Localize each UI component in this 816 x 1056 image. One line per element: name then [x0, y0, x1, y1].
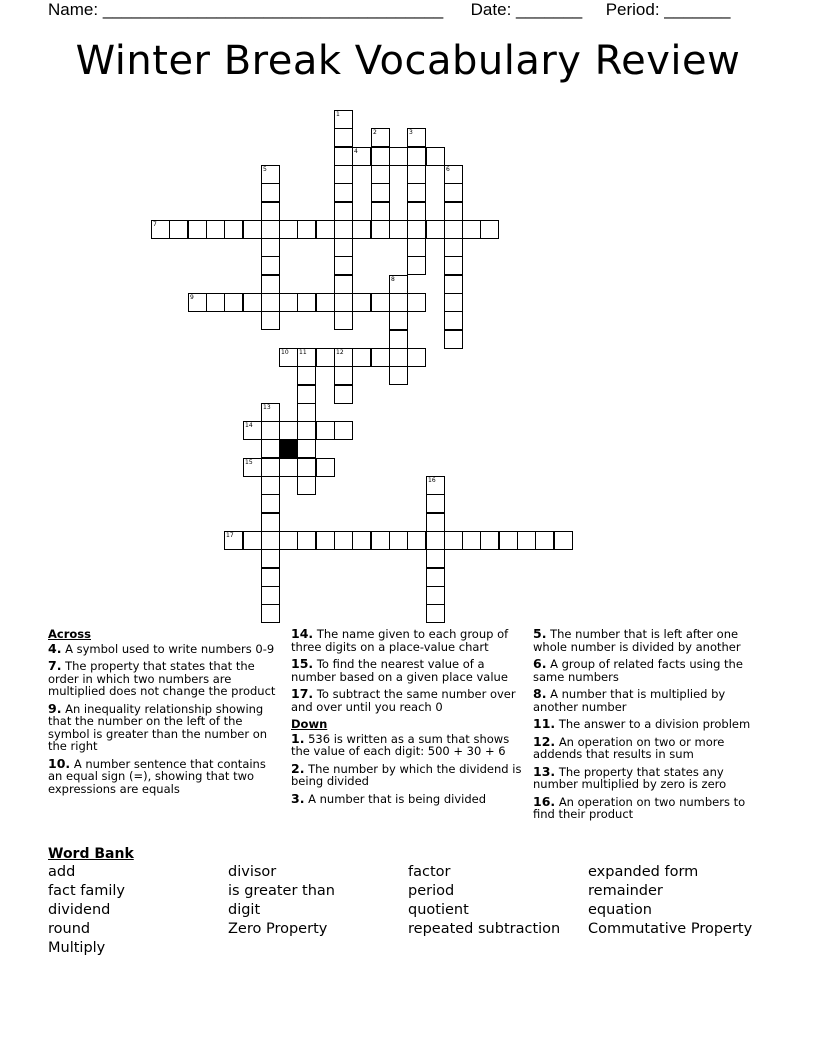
word-bank-item: expanded form [588, 864, 699, 880]
crossword-cell[interactable] [261, 549, 280, 568]
crossword-cell[interactable] [517, 531, 536, 550]
crossword-cell[interactable] [444, 238, 463, 257]
clue-number: 5. [533, 626, 547, 641]
student-header [48, 0, 730, 20]
crossword-cell[interactable] [279, 458, 298, 477]
crossword-cell[interactable] [444, 275, 463, 294]
crossword-cell[interactable] [297, 293, 316, 312]
crossword-cell[interactable] [334, 385, 353, 404]
clue-item [48, 700, 280, 753]
crossword-cell[interactable] [444, 256, 463, 275]
crossword-cell[interactable] [426, 531, 445, 550]
clue-number: 3. [291, 790, 305, 806]
crossword-cell[interactable] [389, 330, 408, 349]
crossword-cell[interactable] [334, 275, 353, 294]
word-bank-column-1 [48, 863, 125, 958]
clue-text: A symbol used to write numbers 0-9 [65, 641, 275, 656]
crossword-cell[interactable] [480, 531, 499, 550]
crossword-cell[interactable] [444, 311, 463, 330]
crossword-cell[interactable] [261, 494, 280, 513]
crossword-cell[interactable] [554, 531, 573, 550]
clues-column-3 [533, 628, 765, 826]
crossword-cell[interactable] [279, 531, 298, 550]
crossword-cell[interactable] [371, 293, 390, 312]
crossword-cell[interactable] [444, 293, 463, 312]
crossword-clue-number: 4 [354, 148, 358, 155]
word-bank-item: period [408, 883, 455, 899]
clue-item [48, 660, 280, 698]
word-bank-item: repeated subtraction [408, 921, 561, 937]
across-heading: Across [48, 627, 91, 641]
word-bank-item: divisor [228, 864, 277, 880]
crossword-cell[interactable] [316, 421, 335, 440]
crossword-cell[interactable] [334, 128, 353, 147]
crossword-cell[interactable] [334, 147, 353, 166]
clue-number: 16. [533, 793, 556, 809]
name-label: Name: [48, 0, 99, 19]
period-label: Period: [605, 0, 660, 19]
crossword-cell[interactable] [261, 275, 280, 294]
crossword-cell[interactable] [426, 549, 445, 568]
clues-column-2 [291, 628, 523, 810]
crossword-cell[interactable] [261, 476, 280, 495]
crossword-cell[interactable] [334, 421, 353, 440]
crossword-cell[interactable] [261, 202, 280, 221]
clue-item [291, 628, 523, 653]
clue-number: 6. [533, 656, 547, 671]
crossword-cell[interactable] [426, 147, 445, 166]
crossword-clue-number: 11 [299, 349, 307, 356]
crossword-cell[interactable] [279, 421, 298, 440]
clues-column-1 [48, 628, 280, 800]
clue-text: A group of related facts using the same numbers [533, 657, 743, 684]
crossword-clue-number: 16 [428, 477, 436, 484]
crossword-cell[interactable] [279, 293, 298, 312]
crossword-cell[interactable] [224, 220, 243, 239]
word-bank-item: fact family [48, 883, 126, 899]
crossword-block [279, 439, 298, 458]
crossword-cell[interactable] [480, 220, 499, 239]
crossword-cell[interactable] [426, 568, 445, 587]
crossword-cell[interactable] [334, 220, 353, 239]
crossword-cell[interactable] [316, 458, 335, 477]
clue-item [533, 763, 765, 791]
crossword-clue-number: 10 [281, 349, 289, 356]
crossword-clue-number: 2 [373, 129, 377, 136]
crossword-cell[interactable] [389, 366, 408, 385]
crossword-clue-number: 9 [190, 294, 194, 301]
crossword-cell[interactable] [426, 586, 445, 605]
crossword-cell[interactable] [261, 439, 280, 458]
crossword-cell[interactable] [426, 220, 445, 239]
crossword-cell[interactable] [261, 311, 280, 330]
crossword-cell[interactable] [297, 220, 316, 239]
clue-text: A number that is being divided [308, 791, 487, 806]
word-bank-column-3 [408, 863, 560, 939]
crossword-cell[interactable] [334, 366, 353, 385]
crossword-cell[interactable] [426, 494, 445, 513]
crossword-cell[interactable] [261, 458, 280, 477]
crossword-cell[interactable] [334, 311, 353, 330]
clue-item [533, 733, 765, 761]
page-title: Winter Break Vocabulary Review [75, 38, 741, 84]
crossword-cell[interactable] [389, 147, 408, 166]
crossword-cell[interactable] [535, 531, 554, 550]
crossword-cell[interactable] [389, 348, 408, 367]
crossword-cell[interactable] [407, 348, 426, 367]
crossword-cell[interactable] [407, 293, 426, 312]
crossword-cell[interactable] [334, 256, 353, 275]
word-bank-item: round [48, 921, 91, 937]
crossword-cell[interactable] [389, 220, 408, 239]
crossword-cell[interactable] [243, 293, 262, 312]
crossword-clue-number: 13 [263, 404, 271, 411]
crossword-clue-number: 5 [263, 166, 267, 173]
crossword-cell[interactable] [243, 531, 262, 550]
word-bank-item: digit [228, 902, 261, 918]
crossword-cell[interactable] [352, 293, 371, 312]
crossword-cell[interactable] [444, 531, 463, 550]
clue-text: To find the nearest value of a number based on a given place value [291, 657, 508, 684]
clue-number: 14. [291, 626, 314, 641]
crossword-cell[interactable] [371, 348, 390, 367]
crossword-cell[interactable] [444, 330, 463, 349]
crossword-cell[interactable] [462, 220, 481, 239]
crossword-clue-number: 14 [245, 422, 253, 429]
crossword-clue-number: 8 [391, 276, 395, 283]
clue-number: 12. [533, 733, 556, 749]
crossword-cell[interactable] [444, 202, 463, 221]
crossword-cell[interactable] [334, 238, 353, 257]
clue-number: 2. [291, 760, 305, 776]
crossword-cell[interactable] [316, 348, 335, 367]
crossword-cell[interactable] [297, 366, 316, 385]
crossword-cell[interactable] [261, 256, 280, 275]
crossword-cell[interactable] [297, 403, 316, 422]
crossword-cell[interactable] [371, 183, 390, 202]
clue-item [533, 628, 765, 653]
crossword-cell[interactable] [352, 531, 371, 550]
crossword-cell[interactable] [334, 183, 353, 202]
word-bank-item: Multiply [48, 940, 106, 956]
crossword-cell[interactable] [407, 147, 426, 166]
crossword-cell[interactable] [206, 220, 225, 239]
name-line[interactable]: ____________________________________ [102, 0, 444, 19]
crossword-cell[interactable] [334, 165, 353, 184]
crossword-cell[interactable] [407, 183, 426, 202]
crossword-cell[interactable] [352, 348, 371, 367]
crossword-cell[interactable] [352, 220, 371, 239]
clue-item [533, 658, 765, 683]
clue-item [291, 688, 523, 713]
clue-item [533, 718, 765, 731]
clue-number: 9. [48, 700, 62, 716]
crossword-cell[interactable] [407, 256, 426, 275]
word-bank-item: quotient [408, 902, 469, 918]
clue-number: 8. [533, 686, 547, 701]
clue-item [533, 688, 765, 713]
crossword-cell[interactable] [407, 531, 426, 550]
clue-number: 10. [48, 755, 71, 771]
crossword-cell[interactable] [297, 439, 316, 458]
clue-item [48, 640, 280, 656]
crossword-cell[interactable] [261, 238, 280, 257]
crossword-cell[interactable] [371, 202, 390, 221]
clue-text: The name given to each group of three digits on a place-value chart [291, 627, 509, 654]
clue-text: 536 is written as a sum that shows the value of each digit: 500 + 30 + 6 [291, 731, 510, 758]
crossword-cell[interactable] [243, 220, 262, 239]
crossword-cell[interactable] [297, 531, 316, 550]
date-line[interactable]: _______ [516, 0, 583, 19]
word-bank-title: Word Bank [48, 846, 134, 862]
crossword-clue-number: 15 [245, 459, 253, 466]
crossword-cell[interactable] [407, 220, 426, 239]
clue-text: The property that states any number multiplied by zero is zero [533, 764, 727, 791]
period-line[interactable]: _______ [664, 0, 731, 19]
word-bank-item: equation [588, 902, 652, 918]
word-bank-item: add [48, 864, 76, 880]
crossword-cell[interactable] [444, 220, 463, 239]
clue-item [48, 755, 280, 796]
clue-text: The number by which the dividend is being divided [291, 761, 522, 788]
down-heading: Down [291, 717, 328, 731]
clue-text: A number sentence that contains an equal sign (=), showing that two expressions are equals [48, 756, 266, 796]
crossword-cell[interactable] [334, 531, 353, 550]
clue-item [291, 730, 523, 758]
crossword-cell[interactable] [462, 531, 481, 550]
crossword-cell[interactable] [261, 513, 280, 532]
crossword-cell[interactable] [279, 220, 298, 239]
crossword-cell[interactable] [297, 458, 316, 477]
crossword-cell[interactable] [426, 513, 445, 532]
clue-text: The answer to a division problem [558, 717, 751, 731]
word-bank-item: Commutative Property [588, 921, 753, 937]
crossword-cell[interactable] [426, 604, 445, 623]
crossword-cell[interactable] [297, 385, 316, 404]
clue-text: The number that is left after one whole number is divided by another [533, 627, 741, 654]
crossword-clue-number: 3 [409, 129, 413, 136]
crossword-cell[interactable] [407, 202, 426, 221]
word-bank-item: remainder [588, 883, 663, 899]
crossword-cell[interactable] [389, 311, 408, 330]
word-bank-item: Zero Property [228, 921, 328, 937]
crossword-clue-number: 7 [153, 221, 157, 228]
clue-item [291, 760, 523, 788]
clue-item [291, 790, 523, 806]
clue-text: A number that is multiplied by another number [533, 687, 726, 714]
crossword-cell[interactable] [371, 220, 390, 239]
crossword-cell[interactable] [316, 220, 335, 239]
crossword-cell[interactable] [334, 202, 353, 221]
crossword-cell[interactable] [261, 586, 280, 605]
crossword-cell[interactable] [334, 293, 353, 312]
clue-number: 7. [48, 658, 62, 673]
clue-number: 1. [291, 730, 305, 746]
crossword-cell[interactable] [206, 293, 225, 312]
clue-text: An operation on two or more addends that results in sum [533, 734, 725, 761]
crossword-cell[interactable] [224, 293, 243, 312]
clue-text: To subtract the same number over and over until you reach 0 [291, 687, 516, 714]
crossword-cell[interactable] [371, 147, 390, 166]
clue-number: 13. [533, 763, 556, 779]
crossword-cell[interactable] [407, 238, 426, 257]
crossword-cell[interactable] [261, 421, 280, 440]
crossword-cell[interactable] [297, 476, 316, 495]
clue-item [533, 793, 765, 821]
crossword-cell[interactable] [261, 604, 280, 623]
crossword-cell[interactable] [169, 220, 188, 239]
crossword-cell[interactable] [261, 531, 280, 550]
crossword-cell[interactable] [389, 531, 408, 550]
crossword-clue-number: 12 [336, 349, 344, 356]
date-label: Date: [470, 0, 512, 19]
crossword-clue-number: 1 [336, 111, 340, 118]
crossword-cell[interactable] [297, 421, 316, 440]
crossword-cell[interactable] [261, 220, 280, 239]
crossword-cell[interactable] [407, 165, 426, 184]
word-bank-column-2 [228, 863, 335, 939]
crossword-cell[interactable] [261, 293, 280, 312]
word-bank-item: is greater than [228, 883, 335, 899]
crossword-cell[interactable] [316, 293, 335, 312]
crossword-cell[interactable] [444, 183, 463, 202]
crossword-cell[interactable] [389, 293, 408, 312]
clue-text: An operation on two numbers to find their product [533, 794, 746, 821]
crossword-cell[interactable] [371, 531, 390, 550]
clue-text: The property that states that the order in which two numbers are multiplied does not change the product [48, 659, 276, 698]
word-bank-item: factor [408, 864, 451, 880]
crossword-clue-number: 17 [226, 532, 234, 539]
clue-number: 11. [533, 716, 556, 731]
clue-number: 15. [291, 656, 314, 671]
crossword-cell[interactable] [261, 568, 280, 587]
crossword-cell[interactable] [499, 531, 518, 550]
clue-item [291, 658, 523, 683]
word-bank-column-4 [588, 863, 752, 939]
crossword-clue-number: 6 [446, 166, 450, 173]
crossword-cell[interactable] [188, 220, 207, 239]
crossword-cell[interactable] [261, 183, 280, 202]
clue-number: 17. [291, 686, 314, 701]
clue-number: 4. [48, 640, 62, 656]
crossword-cell[interactable] [371, 165, 390, 184]
clue-text: An inequality relationship showing that the number on the left of the symbol is greater than the number on the right [48, 701, 268, 753]
word-bank-item: dividend [48, 902, 111, 918]
crossword-cell[interactable] [316, 531, 335, 550]
